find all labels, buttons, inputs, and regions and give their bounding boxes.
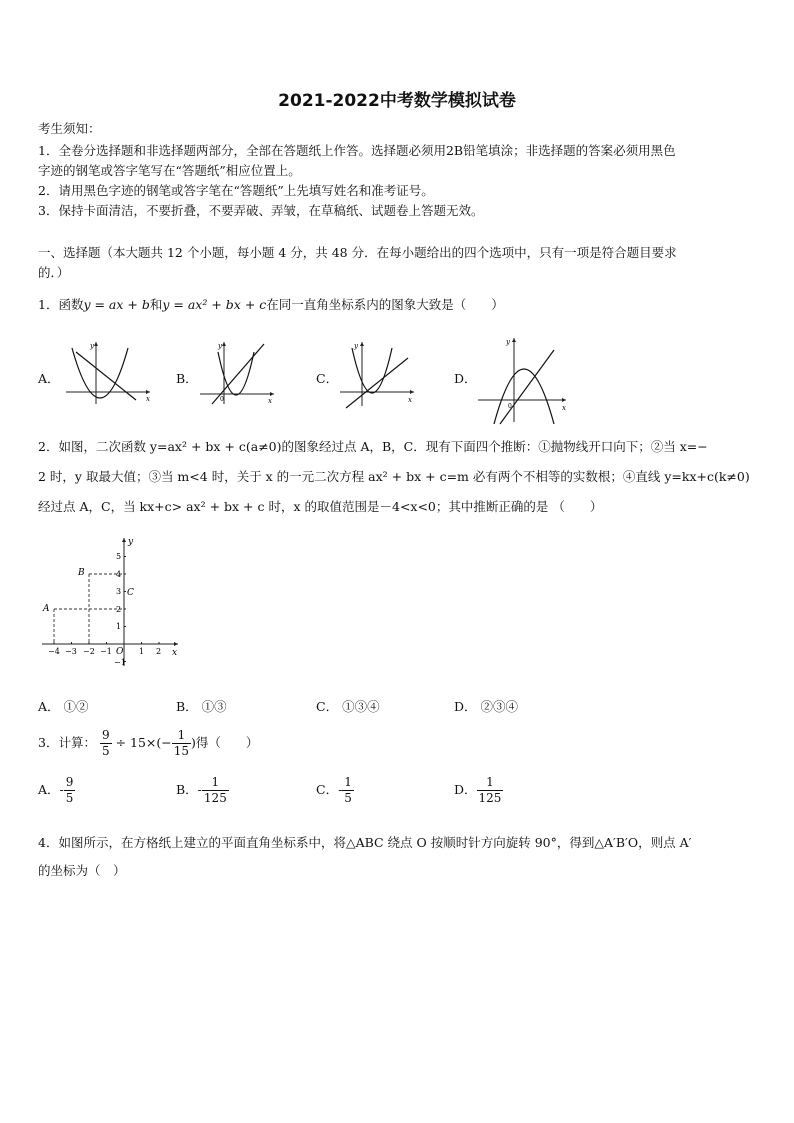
q2-option-b: B． ①③ (176, 699, 227, 714)
q3-option-a: A．- $\frac{9}{5}$ (38, 775, 74, 805)
q2-coordinate-graph (38, 534, 184, 670)
q3-fraction-1: $\frac{9}{5}$ (101, 728, 110, 758)
svg-text:y: y (218, 342, 222, 350)
point-c-label: C (127, 588, 134, 598)
svg-text:x: x (562, 404, 566, 412)
q1-prefix: 1．函数 (38, 297, 84, 312)
x-tick-label: 1 (139, 647, 145, 656)
q3-prefix: 3．计算： (38, 735, 96, 750)
notice-item-1-cont: 字迹的钢笔或答字笔写在“答题纸”相应位置上。 (38, 163, 301, 178)
svg-text:0: 0 (220, 396, 224, 403)
q1-option-b-graph (198, 338, 278, 408)
y-tick-label: 1 (116, 622, 122, 631)
x-tick-label: −1 (100, 647, 112, 656)
q1-suffix: 在同一直角坐标系内的图象大致是（ ） (266, 297, 504, 312)
question-3-stem (38, 726, 758, 760)
x-tick-label: −3 (65, 647, 77, 656)
notice-item-2: 2．请用黑色字迹的钢笔或答字笔在“答题纸”上先填写姓名和准考证号。 (38, 183, 434, 198)
question-4-stem-2: 的坐标为（ ） (38, 863, 126, 878)
q1-func1: y = ax + b (83, 297, 150, 312)
svg-text:0: 0 (508, 403, 512, 410)
q1-func2: y = ax² + bx + c (162, 297, 267, 312)
y-tick-label: 4 (116, 570, 122, 579)
q2-option-c: C． ①③④ (316, 699, 380, 714)
x-tick-label: 2 (156, 647, 162, 656)
page-title: 2021-2022中考数学模拟试卷 (278, 91, 516, 111)
notice-item-3: 3．保持卡面清洁，不要折叠，不要弄破、弄皱，在草稿纸、试题卷上答题无效。 (38, 203, 484, 218)
notice-item-1: 1．全卷分选择题和非选择题两部分，全部在答题纸上作答。选择题必须用2B铅笔填涂；非选择题的答案必须用黑色 (38, 143, 676, 158)
point-a-label: A (43, 604, 50, 614)
q3-suffix: )得（ ） (191, 735, 259, 750)
q1-option-c-label: C． (316, 371, 339, 386)
q2-option-a: A． ①② (38, 699, 89, 714)
question-2-stem-2: 2 时，y 取最大值；③当 m<4 时，关于 x 的一元二次方程 ax² + bx + c=m 必有两个不相等的实数根；④直线 y=kx+c(k≠0) (38, 469, 750, 484)
q3-option-c: C．- $\frac{1}{5}$ (316, 775, 352, 805)
section-heading: 一、选择题（本大题共 12 个小题，每小题 4 分，共 48 分．在每小题给出的四个选项中，只有一项是符合题目要求 (38, 245, 677, 260)
q1-and: 和 (149, 297, 163, 312)
x-tick-label: −2 (83, 647, 95, 656)
question-2-stem-3: 经过点 A，C，当 kx+c> ax² + bx + c 时，x 的取值范围是－4<x<0；其中推断正确的是 （ ） (38, 499, 603, 514)
question-4-stem-1: 4．如图所示，在方格纸上建立的平面直角坐标系中，将△ABC 绕点 O 按顺时针方向旋转 90°，得到△A′B′O，则点 A′ (38, 835, 692, 850)
q2-option-d: D． ②③④ (454, 699, 519, 714)
svg-text:x: x (146, 395, 150, 403)
svg-text:x: x (268, 397, 272, 405)
q1-option-c-graph (338, 338, 418, 410)
section-heading-cont: 的．） (38, 265, 70, 280)
q1-option-a-graph (62, 338, 154, 408)
svg-text:y: y (90, 342, 94, 350)
y-tick-label: 5 (116, 552, 122, 561)
x-axis-label: x (172, 648, 178, 658)
svg-text:x: x (408, 396, 412, 404)
q3-middle: ÷ 15×(− (115, 735, 172, 750)
svg-text:y: y (506, 338, 510, 346)
q3-option-d: D． $\frac{1}{125}$ (454, 775, 502, 805)
x-tick-label: −4 (48, 647, 60, 656)
question-1-stem (38, 294, 758, 316)
q1-option-a-label: A． (38, 371, 60, 386)
q1-option-d-graph (474, 334, 570, 426)
question-2-stem-1: 2．如图，二次函数 y=ax² + bx + c(a≠0)的图象经过点 A，B，C．现有下面四个推断：①抛物线开口向下；②当 x=− (38, 439, 708, 454)
q1-option-d-label: D． (454, 371, 477, 386)
q1-option-b-label: B． (176, 371, 198, 386)
q3-fraction-2: $\frac{1}{15}$ (173, 728, 190, 758)
y-axis-label: y (128, 537, 134, 547)
point-b-label: B (78, 568, 85, 578)
notice-heading: 考生须知： (38, 121, 101, 136)
y-tick-label: −1 (114, 658, 126, 667)
q3-option-b: B．- $\frac{1}{125}$ (176, 775, 227, 805)
svg-text:y: y (354, 342, 358, 350)
y-tick-label: 3 (116, 587, 122, 596)
origin-label: O (116, 647, 124, 657)
y-tick-label: 2 (116, 605, 122, 614)
